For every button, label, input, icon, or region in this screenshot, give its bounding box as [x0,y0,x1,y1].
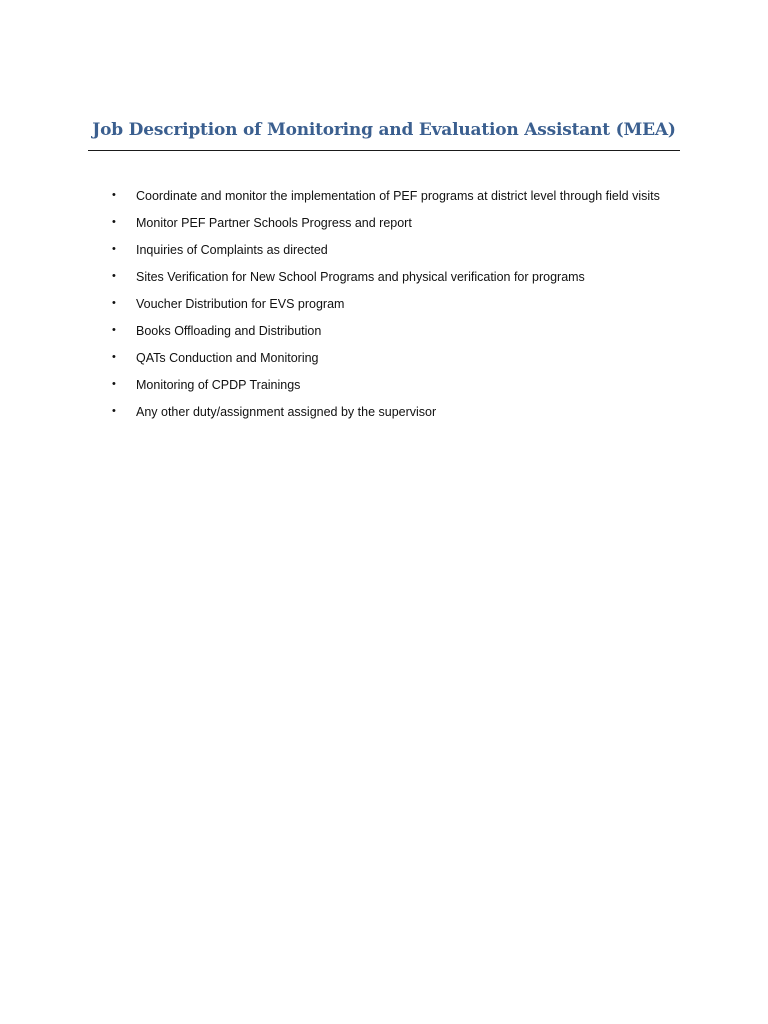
page-title: Job Description of Monitoring and Evaluation Assistant (MEA) [92,120,676,140]
bullet-icon: • [112,405,116,417]
list-item-text: Coordinate and monitor the implementation of PEF programs at district level through field visits [136,188,660,203]
list-item-text: Monitoring of CPDP Trainings [136,377,301,392]
list-item-text: Books Offloading and Distribution [136,323,322,338]
bullet-icon: • [112,216,116,228]
list-item [112,209,712,236]
list-item-text: Monitor PEF Partner Schools Progress and report [136,215,412,230]
list-item-text: Sites Verification for New School Programs and physical verification for programs [136,269,585,284]
list-item [112,371,712,398]
bullet-icon: • [112,243,116,255]
bullet-icon: • [112,378,116,390]
list-item [112,263,712,290]
list-item [112,344,712,371]
list-item [112,236,712,263]
title-divider [88,150,680,151]
list-item-text: Inquiries of Complaints as directed [136,242,328,257]
bullet-icon: • [112,189,116,201]
list-item [112,290,712,317]
bullet-icon: • [112,297,116,309]
list-item [112,317,712,344]
bullet-icon: • [112,351,116,363]
list-item-text: Voucher Distribution for EVS program [136,296,345,311]
bullet-icon: • [112,270,116,282]
bullet-icon: • [112,324,116,336]
list-item-text: QATs Conduction and Monitoring [136,350,319,365]
list-item [112,182,712,209]
duties-list [112,182,712,425]
list-item [112,398,712,425]
list-item-text: Any other duty/assignment assigned by the supervisor [136,404,437,419]
